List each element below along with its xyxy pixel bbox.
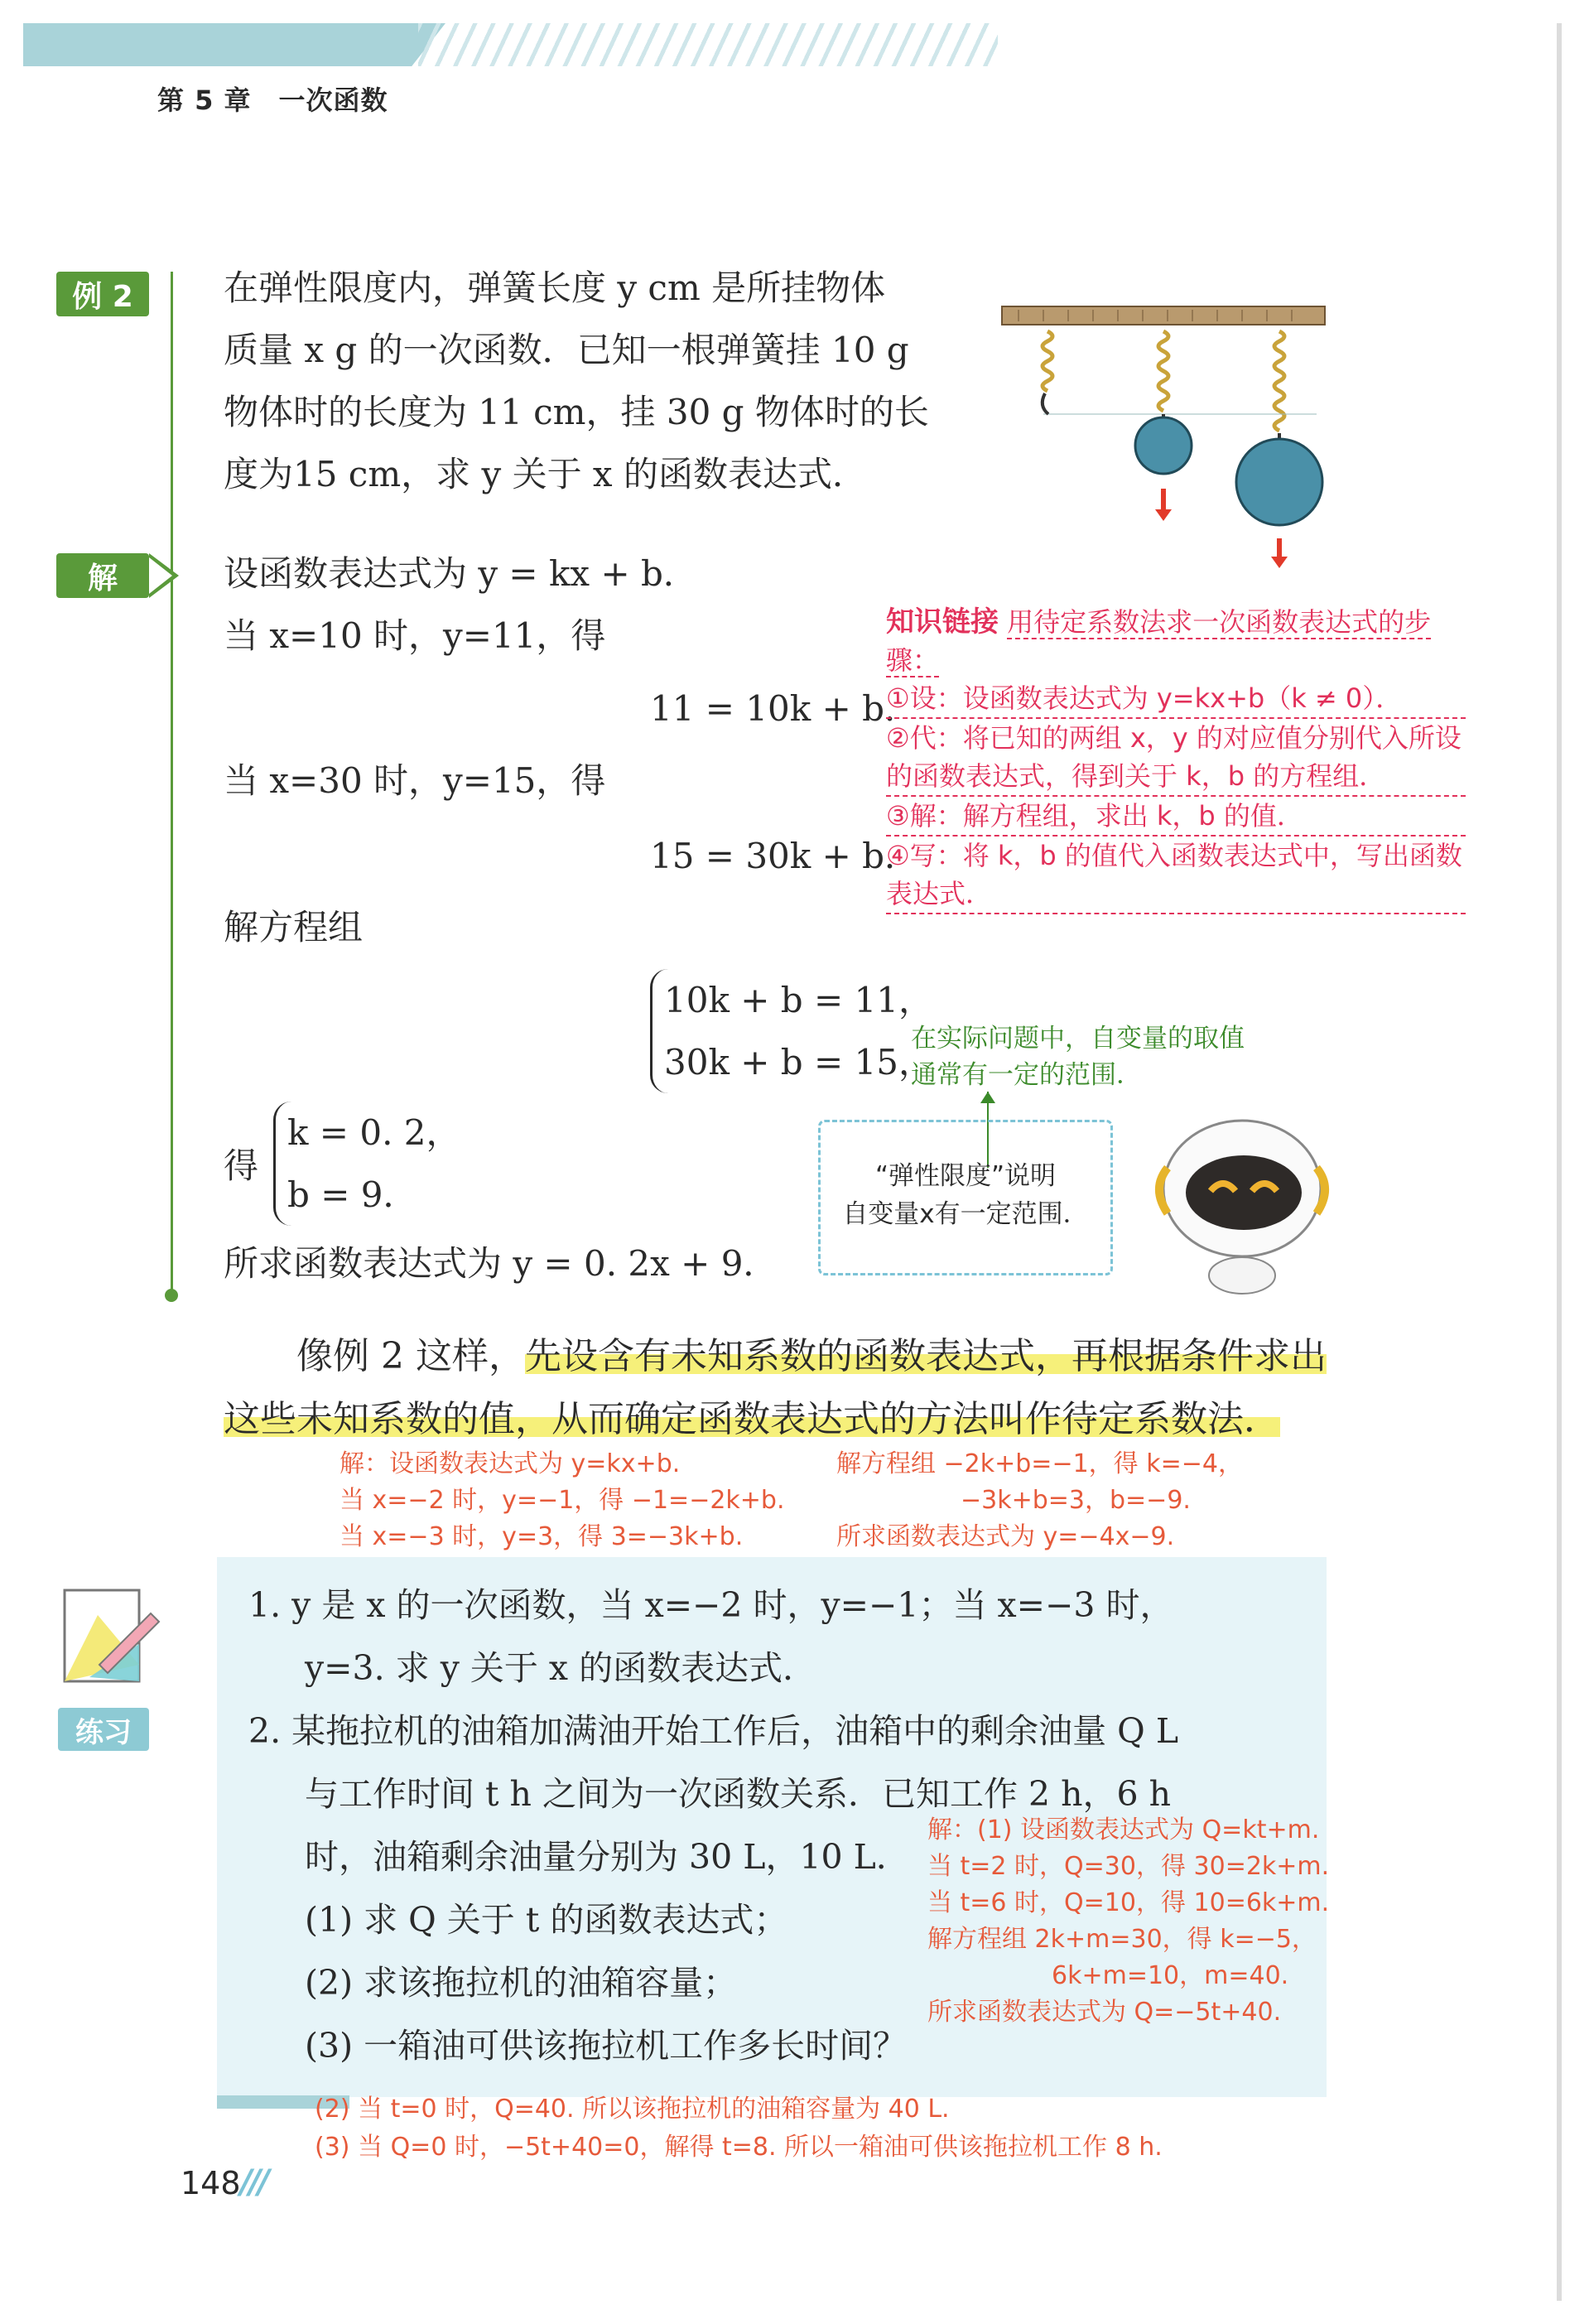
equation-1: 11 = 10k + b．	[650, 688, 920, 729]
result-label: 得	[224, 1145, 259, 1186]
handwritten-answer-3: 解：(1) 设函数表达式为 Q=kt+m. 当 t=2 时，Q=30，得 30=2k+m. 当 t=6 时，Q=10，得 10=6k+m. 解方程组 2k+m=30，得 k=−5， 6k+m=10，m=40. 所求函数表达式为 Q=−5t+40.	[927, 1815, 1330, 2027]
robot-mascot-icon	[1143, 1110, 1341, 1300]
solution-line-2: 当 x=10 时，y=11，得	[224, 615, 606, 656]
definition-paragraph	[224, 1325, 1333, 1451]
practice-label: 练习	[58, 1708, 149, 1751]
page-number: 148	[181, 2165, 241, 2201]
solution-line-3: 当 x=30 时，y=15，得	[224, 760, 606, 801]
equation-system: 10k + b = 11， 30k + b = 15，	[650, 969, 933, 1093]
equation-2: 15 = 30k + b．	[650, 836, 920, 876]
header-stripes	[418, 23, 998, 66]
example-line	[171, 272, 173, 1297]
knowledge-link-step: ③解：解方程组，求出 k，b 的值．	[886, 797, 1466, 837]
knowledge-link-step: ④写：将 k，b 的值代入函数表达式中，写出函数表达式．	[886, 837, 1466, 914]
handwritten-answer-2: 解方程组 −2k+b=−1，得 k=−4， −3k+b=3，b=−9. 所求函数表达式为 y=−4x−9.	[836, 1449, 1243, 1551]
knowledge-link-title: 知识链接	[886, 605, 999, 639]
knowledge-link-step: ①设：设函数表达式为 y=kx+b（k ≠ 0）．	[886, 679, 1466, 719]
example-badge: 例 2	[56, 272, 149, 316]
knowledge-link-step: ②代：将已知的两组 x，y 的对应值分别代入所设的函数表达式，得到关于 k，b 的方程组．	[886, 719, 1466, 797]
domain-note: 在实际问题中，自变量的取值通常有一定的范围．	[911, 1024, 1245, 1090]
solution-badge: 解	[56, 553, 149, 598]
handwritten-answer-4: (2) 当 t=0 时，Q=40. 所以该拖拉机的油箱容量为 40 L. (3) 当 Q=0 时，−5t+40=0，解得 t=8. 所以一箱油可供该拖拉机工作 8 h.	[315, 2095, 1163, 2162]
page-number-decoration: ///	[240, 2163, 267, 2201]
knowledge-link-note	[886, 603, 1466, 914]
spring-illustration	[994, 290, 1341, 580]
notebook-pencil-icon	[50, 1574, 166, 1698]
result-system: k = 0. 2， b = 9．	[273, 1102, 461, 1226]
page-edge	[1557, 23, 1562, 2301]
chapter-title: 第 5 章 一次函数	[157, 84, 388, 116]
robot-speech-box: “弹性限度”说明 自变量x有一定范围．	[818, 1120, 1113, 1275]
solution-line-4: 解方程组	[224, 907, 364, 947]
header-band	[23, 23, 445, 66]
example-line-end	[165, 1289, 178, 1302]
practice-questions: 1. y 是 x 的一次函数，当 x=−2 时，y=−1；当 x=−3 时， y=3. 求 y 关于 x 的函数表达式． 2. 某拖拉机的油箱加满油开始工作后，油箱中的剩余油量 Q L 与工作时间 t h 之间为一次函数关系．已知工作 2 h，6 h 时，油箱剩余油量分别为 30 L，10 L． (1) 求 Q 关于 t 的函数表达式； (2) 求该拖拉机的油箱容量； (3) 一箱油可供该拖拉机工作多长时间？	[248, 1585, 1179, 2066]
definition-highlight: 先设含有未知系数的函数表达式，再根据条件求出这些未知系数的值，从而确定函数表达式的方法叫作待定系数法．	[224, 1335, 1327, 1440]
note-arrow-head	[980, 1092, 995, 1103]
solution-final: 所求函数表达式为 y = 0. 2x + 9．	[224, 1243, 778, 1284]
solution-line-1: 设函数表达式为 y = kx + b．	[224, 553, 698, 594]
example-problem: 在弹性限度内，弹簧长度 y cm 是所挂物体 质量 x g 的一次函数．已知一根弹簧挂 10 g 物体时的长度为 11 cm，挂 30 g 物体时的长 度为15 cm，求 y 关于 x 的函数表达式．	[224, 268, 929, 494]
knowledge-link-intro: 用待定系数法求一次函数表达式的步骤：	[886, 606, 1432, 676]
solution-badge-arrow-inner	[149, 557, 172, 594]
definition-lead: 像例 2 这样，	[296, 1335, 525, 1377]
handwritten-answer-1: 解：设函数表达式为 y=kx+b. 当 x=−2 时，y=−1，得 −1=−2k+b. 当 x=−3 时，y=3，得 3=−3k+b.	[340, 1449, 785, 1551]
